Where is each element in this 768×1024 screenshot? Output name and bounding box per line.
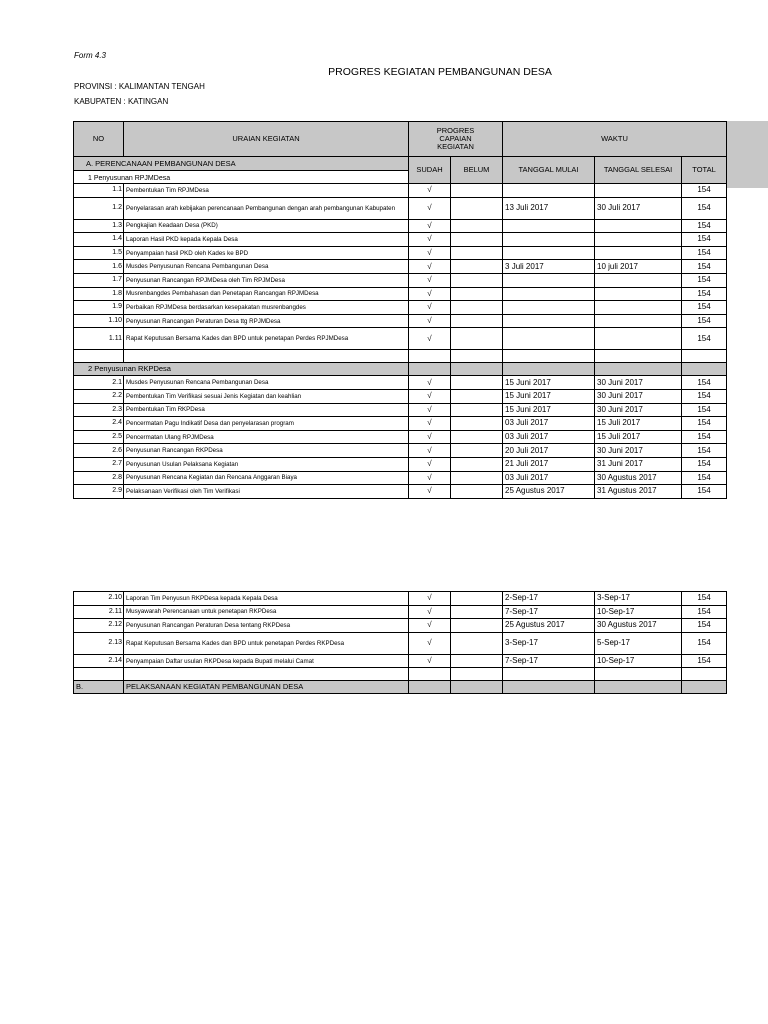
row-description: Penyusunan Usulan Pelaksana Kegiatan: [124, 457, 409, 471]
row-belum: [451, 632, 503, 654]
row-description: Penyusunan Rancangan RKPDesa: [124, 444, 409, 458]
row-belum: [451, 471, 503, 485]
section-b-label: PELAKSANAAN KEGIATAN PEMBANGUNAN DESA: [124, 681, 409, 694]
row-sudah-check: √: [409, 328, 451, 350]
section-a-label: A. PERENCANAAN PEMBANGUNAN DESA: [74, 157, 409, 171]
header-tanggal-selesai: TANGGAL SELESAI: [595, 157, 682, 184]
row-belum: [451, 619, 503, 633]
row-sudah-check: √: [409, 246, 451, 260]
row-description: Penyampaian hasil PKD oleh Kades ke BPD: [124, 246, 409, 260]
row-sudah-check: √: [409, 430, 451, 444]
row-number: 2.13: [74, 632, 124, 654]
table-row: [74, 301, 727, 315]
table-row: [74, 328, 727, 350]
table-row: [74, 471, 727, 485]
header-tanggal-mulai: TANGGAL MULAI: [503, 157, 595, 184]
row-sudah-check: √: [409, 605, 451, 619]
row-description: Penyelarasan arah kebijakan perencanaan Pembangunan dengan arah pembangunan Kabupaten: [124, 197, 409, 219]
row-number: 2.10: [74, 592, 124, 606]
row-end-date: 30 Agustus 2017: [595, 619, 682, 633]
row-start-date: 20 Juli 2017: [503, 444, 595, 458]
row-end-date: [595, 184, 682, 198]
row-total: 154: [682, 328, 727, 350]
row-description: Musyawarah Perencanaan untuk penetapan RKPDesa: [124, 605, 409, 619]
row-end-date: 31 Juni 2017: [595, 457, 682, 471]
row-description: Penyusunan Rancangan Peraturan Desa tentang RKPDesa: [124, 619, 409, 633]
section-b-row: [74, 681, 727, 694]
table-row: [74, 219, 727, 233]
row-start-date: 2-Sep-17: [503, 592, 595, 606]
row-total: 154: [682, 605, 727, 619]
row-number: 1.7: [74, 273, 124, 287]
row-start-date: [503, 184, 595, 198]
row-total: 154: [682, 403, 727, 417]
row-number: 2.14: [74, 654, 124, 668]
row-end-date: [595, 314, 682, 328]
row-sudah-check: √: [409, 301, 451, 315]
header-total: TOTAL: [682, 157, 727, 184]
row-start-date: 25 Agustus 2017: [503, 485, 595, 499]
row-number: 1.4: [74, 233, 124, 247]
row-end-date: 5-Sep-17: [595, 632, 682, 654]
row-belum: [451, 485, 503, 499]
row-number: 1.8: [74, 287, 124, 301]
row-number: 2.5: [74, 430, 124, 444]
row-start-date: [503, 219, 595, 233]
row-description: Pembentukan Tim Verifikasi sesuai Jenis Kegiatan dan keahlian: [124, 389, 409, 403]
row-sudah-check: √: [409, 389, 451, 403]
row-description: Pencermatan Ulang RPJMDesa: [124, 430, 409, 444]
row-total: 154: [682, 471, 727, 485]
row-total: 154: [682, 485, 727, 499]
header-belum: BELUM: [451, 157, 503, 184]
subsection-1-label: 1 Penyusunan RPJMDesa: [74, 171, 409, 184]
blank-row: [74, 350, 727, 363]
row-belum: [451, 457, 503, 471]
progress-table-bottom: [73, 591, 727, 694]
header-no: NO: [74, 122, 124, 157]
row-description: Laporan Hasil PKD kepada Kepala Desa: [124, 233, 409, 247]
row-belum: [451, 314, 503, 328]
table-row: [74, 605, 727, 619]
row-total: 154: [682, 376, 727, 390]
row-end-date: [595, 301, 682, 315]
row-total: 154: [682, 632, 727, 654]
subsection-2-row: [74, 363, 727, 376]
row-sudah-check: √: [409, 287, 451, 301]
section-a-row: [74, 157, 727, 171]
row-end-date: 30 Juni 2017: [595, 403, 682, 417]
table-row: [74, 197, 727, 219]
row-belum: [451, 430, 503, 444]
row-number: 2.11: [74, 605, 124, 619]
row-number: 1.9: [74, 301, 124, 315]
table-row: [74, 632, 727, 654]
row-sudah-check: √: [409, 485, 451, 499]
row-start-date: [503, 233, 595, 247]
row-description: Pencermatan Pagu Indikatif Desa dan penyelarasan program: [124, 417, 409, 431]
row-start-date: [503, 314, 595, 328]
row-end-date: 30 Juni 2017: [595, 444, 682, 458]
row-description: Musdes Penyusunan Rencana Pembangunan Desa: [124, 376, 409, 390]
row-start-date: [503, 246, 595, 260]
row-start-date: 03 Juli 2017: [503, 417, 595, 431]
row-end-date: 30 Juli 2017: [595, 197, 682, 219]
row-total: 154: [682, 287, 727, 301]
row-belum: [451, 605, 503, 619]
row-sudah-check: √: [409, 632, 451, 654]
header-progres: PROGRES CAPAIAN KEGIATAN: [409, 122, 503, 157]
row-belum: [451, 403, 503, 417]
row-description: Penyampaian Daftar usulan RKPDesa kepada Bupati melalui Camat: [124, 654, 409, 668]
row-belum: [451, 184, 503, 198]
row-end-date: [595, 273, 682, 287]
kabupaten-label: KABUPATEN : KATINGAN: [74, 97, 169, 106]
row-sudah-check: √: [409, 417, 451, 431]
row-end-date: 31 Agustus 2017: [595, 485, 682, 499]
row-end-date: 30 Agustus 2017: [595, 471, 682, 485]
header-waktu: WAKTU: [503, 122, 727, 157]
row-total: 154: [682, 444, 727, 458]
row-sudah-check: √: [409, 457, 451, 471]
row-total: 154: [682, 314, 727, 328]
row-end-date: 30 Juni 2017: [595, 389, 682, 403]
header-sudah: SUDAH: [409, 157, 451, 184]
row-total: 154: [682, 246, 727, 260]
row-end-date: 15 Juli 2017: [595, 417, 682, 431]
table-row: [74, 619, 727, 633]
row-number: 2.9: [74, 485, 124, 499]
row-number: 2.2: [74, 389, 124, 403]
row-sudah-check: √: [409, 619, 451, 633]
row-description: Rapat Keputusan Bersama Kades dan BPD untuk penetapan Perdes RPJMDesa: [124, 328, 409, 350]
row-start-date: [503, 287, 595, 301]
table-row: [74, 430, 727, 444]
section-b-number: B.: [74, 681, 124, 694]
row-sudah-check: √: [409, 403, 451, 417]
row-description: Musdes Penyusunan Rencana Pembangunan Desa: [124, 260, 409, 274]
row-number: 1.2: [74, 197, 124, 219]
row-belum: [451, 417, 503, 431]
row-start-date: 3-Sep-17: [503, 632, 595, 654]
row-sudah-check: √: [409, 471, 451, 485]
row-sudah-check: √: [409, 314, 451, 328]
row-sudah-check: √: [409, 260, 451, 274]
row-belum: [451, 260, 503, 274]
row-total: 154: [682, 301, 727, 315]
page-title: PROGRES KEGIATAN PEMBANGUNAN DESA: [328, 66, 552, 78]
row-start-date: 7-Sep-17: [503, 654, 595, 668]
row-total: 154: [682, 417, 727, 431]
row-end-date: [595, 219, 682, 233]
progress-table-top: [73, 121, 727, 499]
table-row: [74, 314, 727, 328]
row-number: 1.11: [74, 328, 124, 350]
row-description: Penyusunan Rancangan Peraturan Desa ttg RPJMDesa: [124, 314, 409, 328]
row-end-date: 10-Sep-17: [595, 654, 682, 668]
table-row: [74, 592, 727, 606]
row-belum: [451, 654, 503, 668]
row-total: 154: [682, 219, 727, 233]
row-description: Penyusunan Rancangan RPJMDesa oleh Tim RPJMDesa: [124, 273, 409, 287]
header-row-1: [74, 122, 727, 143]
table-row: [74, 389, 727, 403]
row-sudah-check: √: [409, 273, 451, 287]
row-number: 2.4: [74, 417, 124, 431]
row-belum: [451, 219, 503, 233]
table-row: [74, 417, 727, 431]
row-start-date: 03 Juli 2017: [503, 430, 595, 444]
row-description: Laporan Tim Penyusun RKPDesa kepada Kepala Desa: [124, 592, 409, 606]
row-start-date: 7-Sep-17: [503, 605, 595, 619]
row-belum: [451, 376, 503, 390]
subsection-2-label: 2 Penyusunan RKPDesa: [74, 363, 409, 376]
row-end-date: 10-Sep-17: [595, 605, 682, 619]
row-total: 154: [682, 260, 727, 274]
row-description: Pembentukan Tim RKPDesa: [124, 403, 409, 417]
row-total: 154: [682, 233, 727, 247]
row-start-date: 13 Juli 2017: [503, 197, 595, 219]
row-start-date: 25 Agustus 2017: [503, 619, 595, 633]
row-belum: [451, 246, 503, 260]
row-total: 154: [682, 457, 727, 471]
row-total: 154: [682, 619, 727, 633]
row-number: 1.3: [74, 219, 124, 233]
row-number: 2.12: [74, 619, 124, 633]
row-description: Pengkajian Keadaan Desa (PKD): [124, 219, 409, 233]
row-start-date: 15 Juni 2017: [503, 376, 595, 390]
table-row: [74, 654, 727, 668]
row-number: 2.8: [74, 471, 124, 485]
row-end-date: 15 Juli 2017: [595, 430, 682, 444]
row-description: Pembentukan Tim RPJMDesa: [124, 184, 409, 198]
row-number: 2.7: [74, 457, 124, 471]
table-row: [74, 246, 727, 260]
row-end-date: [595, 233, 682, 247]
row-sudah-check: √: [409, 444, 451, 458]
row-belum: [451, 273, 503, 287]
row-number: 1.1: [74, 184, 124, 198]
row-description: Penyusunan Rencana Kegiatan dan Rencana Anggaran Biaya: [124, 471, 409, 485]
row-sudah-check: √: [409, 219, 451, 233]
blank-row: [74, 668, 727, 681]
row-total: 154: [682, 184, 727, 198]
row-start-date: 3 Juli 2017: [503, 260, 595, 274]
row-number: 2.6: [74, 444, 124, 458]
row-start-date: [503, 273, 595, 287]
form-label: Form 4.3: [74, 51, 107, 60]
row-sudah-check: √: [409, 233, 451, 247]
row-belum: [451, 444, 503, 458]
table-row: [74, 273, 727, 287]
table-row: [74, 457, 727, 471]
row-belum: [451, 287, 503, 301]
row-number: 1.5: [74, 246, 124, 260]
row-description: Rapat Keputusan Bersama Kades dan BPD untuk penetapan Perdes RKPDesa: [124, 632, 409, 654]
row-number: 2.3: [74, 403, 124, 417]
row-number: 1.6: [74, 260, 124, 274]
row-number: 1.10: [74, 314, 124, 328]
row-total: 154: [682, 654, 727, 668]
table-row: [74, 444, 727, 458]
row-end-date: [595, 328, 682, 350]
row-total: 154: [682, 592, 727, 606]
table-row: [74, 233, 727, 247]
table-row: [74, 260, 727, 274]
row-belum: [451, 328, 503, 350]
row-sudah-check: √: [409, 592, 451, 606]
provinsi-label: PROVINSI : KALIMANTAN TENGAH: [74, 82, 205, 91]
table-row: [74, 376, 727, 390]
row-end-date: 30 Juni 2017: [595, 376, 682, 390]
table-row: [74, 403, 727, 417]
row-total: 154: [682, 273, 727, 287]
table-row: [74, 287, 727, 301]
row-total: 154: [682, 389, 727, 403]
row-end-date: [595, 287, 682, 301]
row-description: Pelaksanaan Verifikasi oleh Tim Verifikasi: [124, 485, 409, 499]
row-end-date: 10 juli 2017: [595, 260, 682, 274]
row-sudah-check: √: [409, 654, 451, 668]
row-start-date: 15 Juni 2017: [503, 389, 595, 403]
row-description: Perbaikan RPJMDesa berdasarkan kesepakatan musrenbangdes: [124, 301, 409, 315]
row-end-date: [595, 246, 682, 260]
row-number: 2.1: [74, 376, 124, 390]
row-start-date: 15 Juni 2017: [503, 403, 595, 417]
row-belum: [451, 233, 503, 247]
row-belum: [451, 301, 503, 315]
row-sudah-check: √: [409, 197, 451, 219]
row-start-date: 03 Juli 2017: [503, 471, 595, 485]
row-sudah-check: √: [409, 376, 451, 390]
row-belum: [451, 389, 503, 403]
row-belum: [451, 592, 503, 606]
row-total: 154: [682, 430, 727, 444]
table-row: [74, 184, 727, 198]
row-end-date: 3-Sep-17: [595, 592, 682, 606]
row-belum: [451, 197, 503, 219]
row-start-date: [503, 301, 595, 315]
row-total: 154: [682, 197, 727, 219]
row-start-date: 21 Juli 2017: [503, 457, 595, 471]
sheet-overflow-region: [726, 121, 768, 188]
row-start-date: [503, 328, 595, 350]
row-sudah-check: √: [409, 184, 451, 198]
row-description: Musrenbangdes Pembahasan dan Penetapan Rancangan RPJMDesa: [124, 287, 409, 301]
header-uraian: URAIAN KEGIATAN: [124, 122, 409, 157]
table-row: [74, 485, 727, 499]
